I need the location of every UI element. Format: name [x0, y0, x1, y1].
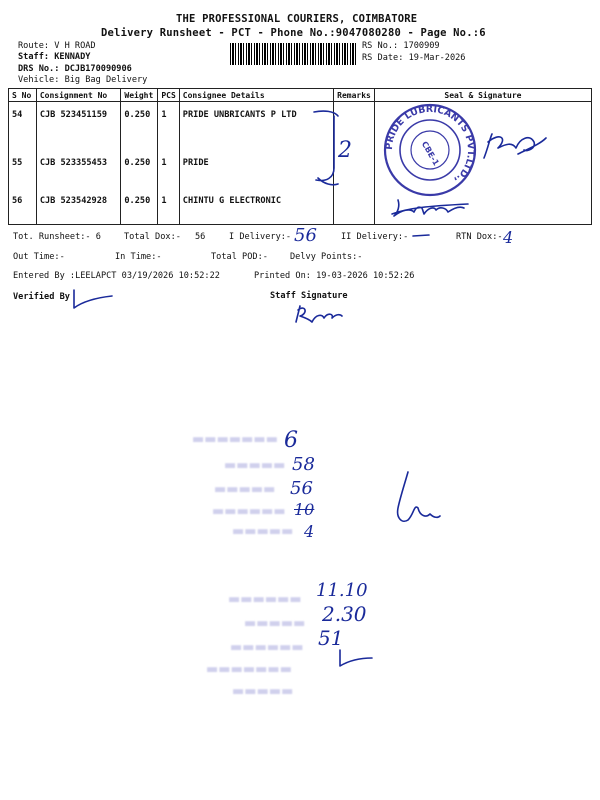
ii-delivery-dash-mark — [411, 233, 431, 239]
faded-stamp-line-7: ▬▬▬▬▬ — [244, 616, 306, 631]
i-delivery-label: I Delivery:- — [229, 232, 292, 242]
route-label: Route: V H ROAD — [18, 41, 96, 51]
runsheet-subtitle: Delivery Runsheet - PCT - Phone No.:9047080280 - Page No.:6 — [101, 27, 486, 39]
row-pcs: 1 — [158, 150, 179, 188]
rs-number: RS No.: 1700909 — [362, 41, 440, 51]
row-consignee: CHINTU G ELECTRONIC — [179, 188, 333, 225]
faded-stamp-line-1: ▬▬▬▬▬▬▬ — [192, 432, 278, 447]
faded-stamp-line-9: ▬▬▬▬▬▬▬ — [206, 662, 292, 677]
row-sno: 55 — [9, 150, 37, 188]
entered-by: Entered By :LEELAPCT 03/19/2026 10:52:22 — [13, 271, 220, 281]
col-header-sno: S No — [9, 89, 37, 102]
faded-stamp-line-2: ▬▬▬▬▬ — [224, 458, 286, 473]
remark-handwritten: 2 — [338, 138, 352, 163]
row-consignee: PRIDE UNBRICANTS P LTD — [179, 102, 333, 150]
company-title: THE PROFESSIONAL COURIERS, COIMBATORE — [176, 13, 418, 25]
receiver-signature-2 — [388, 196, 478, 222]
hw-number-2: 58 — [292, 454, 315, 475]
staff-label: Staff: KENNADY — [18, 52, 91, 62]
col-header-weight: Weight — [121, 89, 158, 102]
col-header-consignee: Consignee Details — [179, 89, 333, 102]
rtn-dox-handwritten: 4 — [503, 228, 514, 247]
in-time-label: In Time:- — [115, 252, 162, 262]
out-time-label: Out Time:- — [13, 252, 65, 262]
staff-signature-label: Staff Signature — [270, 291, 348, 301]
row-weight: 0.250 — [121, 188, 158, 225]
row-pcs: 1 — [158, 188, 179, 225]
faded-stamp-line-4: ▬▬▬▬▬▬ — [212, 504, 286, 519]
faded-stamp-line-10: ▬▬▬▬▬ — [232, 684, 294, 699]
col-header-consignment: Consignment No — [36, 89, 121, 102]
barcode-image — [230, 43, 356, 65]
row-pcs: 1 — [158, 102, 179, 150]
receiver-signature-1 — [478, 128, 550, 168]
hw-number-5: 4 — [304, 522, 315, 541]
stamp-ring-text: PRIDE LUBRICANTS PVT.LTD., — [383, 103, 477, 186]
total-pod-label: Total POD:- — [211, 252, 268, 262]
company-seal-stamp — [382, 102, 478, 198]
printed-on: Printed On: 19-03-2026 10:52:26 — [254, 271, 415, 281]
hw-time-1: 11.10 — [316, 580, 368, 601]
hw-time-2: 2.30 — [322, 602, 367, 626]
delivery-points-label: Delvy Points:- — [290, 252, 363, 262]
total-runsheet: Tot. Runsheet:- 6 — [13, 232, 101, 242]
rtn-dox-label: RTN Dox:- — [456, 232, 503, 242]
total-dox-value: 56 — [195, 232, 206, 242]
i-delivery-handwritten: 56 — [294, 225, 317, 246]
rs-date: RS Date: 19-Mar-2026 — [362, 53, 466, 63]
ii-delivery-label: II Delivery:- — [341, 232, 409, 242]
row-weight: 0.250 — [121, 150, 158, 188]
verified-by-signature — [68, 288, 118, 312]
vehicle-label: Vehicle: Big Bag Delivery — [18, 75, 148, 85]
faded-stamp-line-8: ▬▬▬▬▬▬ — [230, 640, 304, 655]
faded-stamp-line-5: ▬▬▬▬▬ — [232, 524, 294, 539]
row-remarks — [334, 188, 375, 225]
faded-stamp-line-3: ▬▬▬▬▬ — [214, 482, 276, 497]
drs-number: DRS No.: DCJB170090906 — [18, 64, 132, 74]
col-header-pcs: PCS — [158, 89, 179, 102]
row-weight: 0.250 — [121, 102, 158, 150]
hw-number-4: 10 — [294, 500, 315, 519]
hw-number-1: 6 — [284, 428, 298, 453]
row-consignment: CJB 523542928 — [36, 188, 121, 225]
lower-right-signature — [378, 468, 444, 534]
stamp-center-text: CBE-1 — [419, 139, 441, 168]
hw-time-3: 51 — [318, 626, 344, 650]
staff-signature — [292, 302, 344, 326]
table-header-row — [9, 89, 592, 102]
table-row — [9, 188, 592, 225]
hw-number-3: 56 — [290, 478, 313, 499]
row-sno: 56 — [9, 188, 37, 225]
col-header-remarks: Remarks — [334, 89, 375, 102]
col-header-seal: Seal & Signature — [374, 89, 591, 102]
row-consignee: PRIDE — [179, 150, 333, 188]
faded-stamp-line-6: ▬▬▬▬▬▬ — [228, 592, 302, 607]
row-sno: 54 — [9, 102, 37, 150]
row-consignment: CJB 523355453 — [36, 150, 121, 188]
row-consignment: CJB 523451159 — [36, 102, 121, 150]
verified-by-label: Verified By — [13, 292, 70, 302]
lower-tick-mark — [336, 648, 376, 670]
total-dox-label: Total Dox:- — [124, 232, 181, 242]
